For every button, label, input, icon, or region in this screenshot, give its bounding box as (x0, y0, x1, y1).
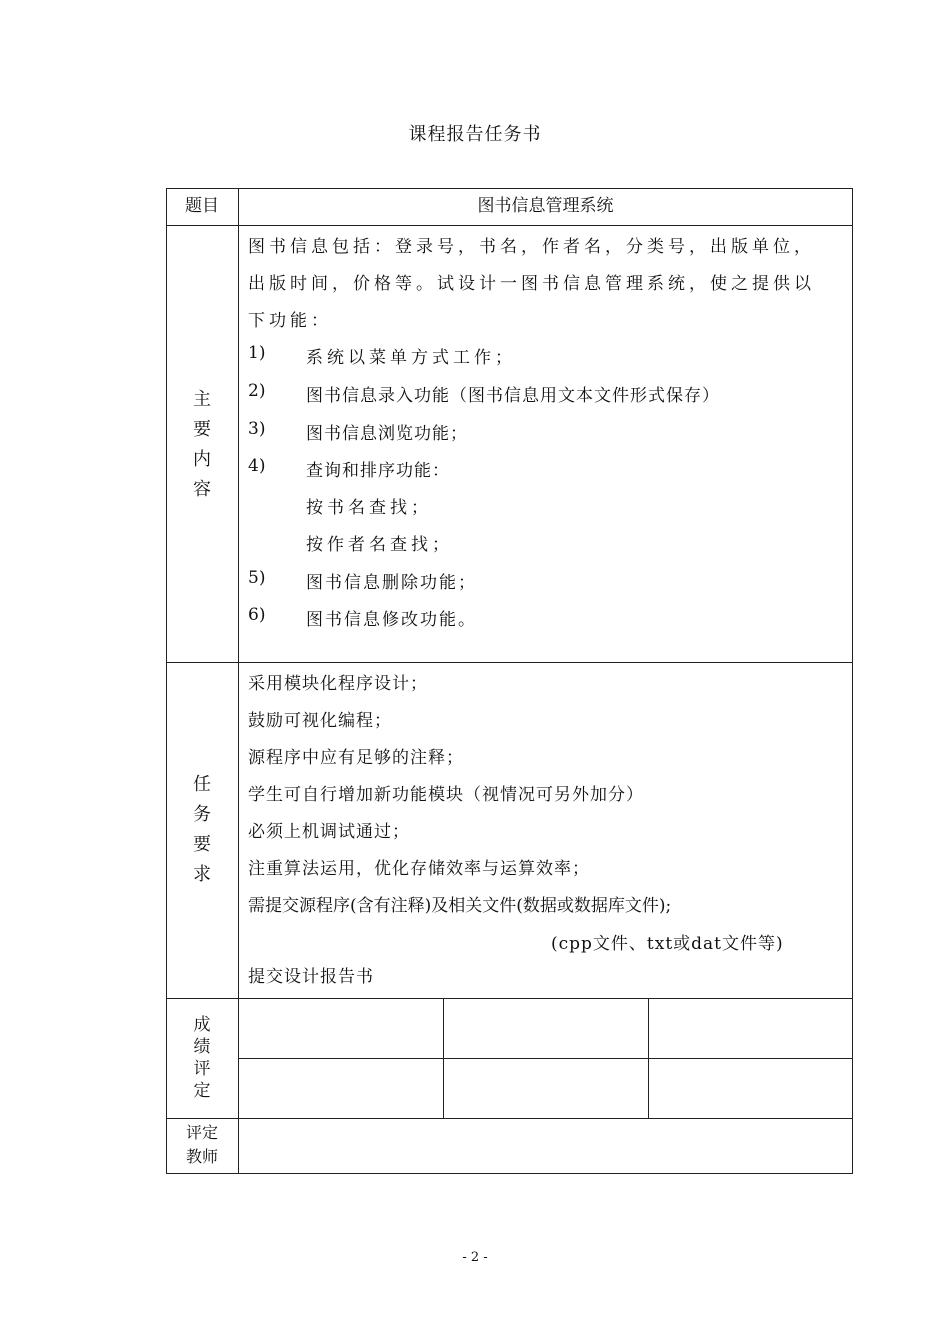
list-subitem: 按作者名查找； (306, 535, 453, 555)
table-divider (166, 662, 853, 663)
requirement-line: 鼓励可视化编程； (248, 711, 392, 731)
list-number: 5) (248, 568, 266, 588)
list-number: 6) (248, 605, 266, 625)
list-number: 1) (248, 343, 266, 363)
requirement-line: 注重算法运用，优化存储效率与运算效率； (248, 859, 590, 879)
table-divider (166, 225, 853, 226)
table-divider (648, 998, 649, 1118)
table-border-bottom (166, 1173, 853, 1174)
list-number: 3) (248, 419, 266, 439)
table-divider (238, 1058, 853, 1059)
table-divider (443, 998, 444, 1118)
content-line: 下功能： (248, 311, 332, 331)
page-number: - 2 - (462, 1250, 488, 1265)
table-divider (166, 998, 853, 999)
requirement-line: 提交设计报告书 (248, 967, 374, 987)
table-divider (238, 188, 239, 1174)
requirement-line: 采用模块化程序设计； (248, 674, 428, 694)
task-requirements-label: 任 务 要 求 (193, 774, 211, 885)
list-number: 4) (248, 456, 266, 476)
list-item: 图书信息录入功能（图书信息用文本文件形式保存） (306, 386, 720, 406)
list-item: 系统以菜单方式工作； (306, 348, 516, 368)
table-border-right (852, 188, 853, 1174)
teacher-label: 评定 教师 (185, 1123, 218, 1166)
topic-label: 题目 (185, 196, 219, 216)
requirement-line: (cpp文件、txt或dat文件等) (551, 934, 784, 954)
list-number: 2) (248, 381, 266, 401)
requirement-line: 源程序中应有足够的注释； (248, 748, 464, 768)
content-line: 出版时间，价格等。试设计一图书信息管理系统，使之提供以 (248, 274, 815, 294)
list-item: 图书信息修改功能。 (306, 610, 477, 630)
grade-label: 成 绩 评 定 (193, 1015, 211, 1101)
list-item: 查询和排序功能： (306, 461, 450, 481)
list-subitem: 按书名查找； (306, 498, 432, 518)
topic-value: 图书信息管理系统 (477, 196, 614, 216)
requirement-line: 需提交源程序(含有注释)及相关文件(数据或数据库文件); (248, 896, 672, 916)
list-item: 图书信息删除功能； (306, 573, 477, 593)
main-content-label: 主 要 内 容 (193, 389, 211, 500)
page-title: 课程报告任务书 (408, 124, 542, 145)
requirement-line: 必须上机调试通过； (248, 822, 410, 842)
list-item: 图书信息浏览功能； (306, 424, 468, 444)
task-table (166, 188, 853, 1174)
table-divider (166, 1118, 853, 1119)
content-line: 图书信息包括：登录号，书名，作者名，分类号，出版单位， (248, 237, 815, 257)
requirement-line: 学生可自行增加新功能模块（视情况可另外加分） (248, 785, 644, 805)
table-border-top (166, 188, 853, 189)
